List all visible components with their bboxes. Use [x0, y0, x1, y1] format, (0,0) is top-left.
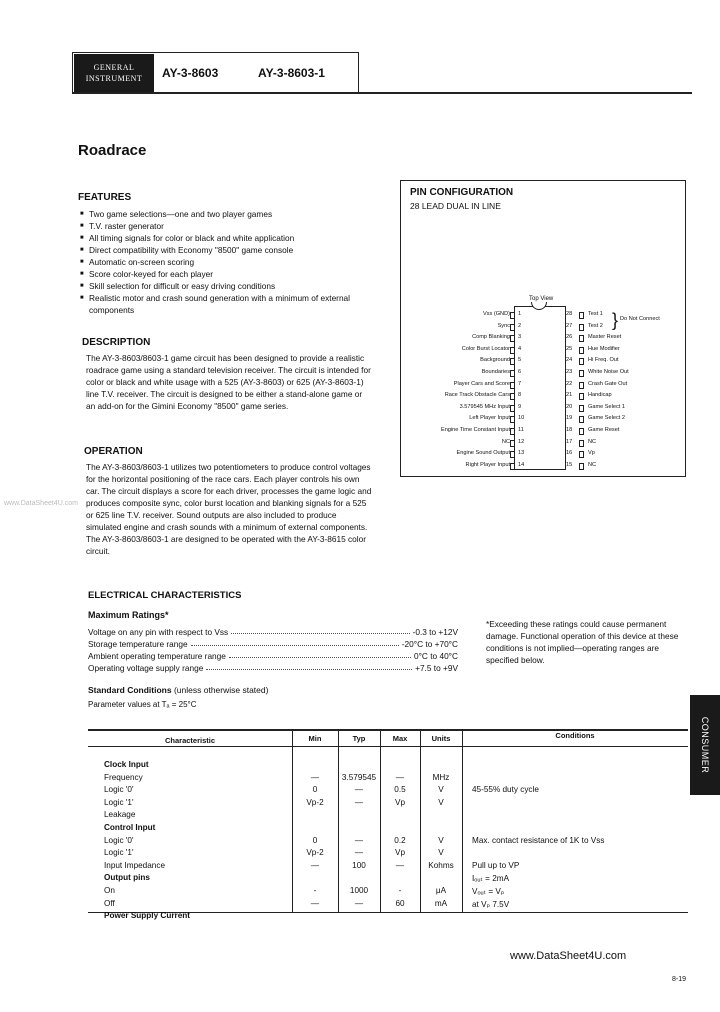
pin-label: Sync	[497, 322, 510, 329]
consumer-tab-label: CONSUMER	[700, 716, 710, 774]
col-header-min: Min	[308, 734, 322, 743]
cell-max: 0.5	[394, 785, 406, 795]
pin-lead	[510, 335, 515, 342]
cell-char: On	[104, 886, 115, 895]
cell-cond: Max. contact resistance of 1K to Vss	[472, 835, 605, 845]
cell-min: -	[313, 886, 317, 895]
cell-cond: Vₒᵤₜ = Vₚ	[472, 887, 505, 896]
pin-label: Vp	[588, 450, 595, 457]
pin-number: 7	[518, 380, 522, 387]
pin-label: Engine Sound Output	[456, 450, 510, 457]
pin-number: 8	[518, 392, 522, 399]
cell-max: 0.2	[394, 835, 406, 845]
cell-char: Logic '0'	[104, 835, 134, 845]
cell-char: Logic '0'	[104, 785, 134, 795]
rating-row	[88, 639, 458, 649]
pin-number: 17	[566, 438, 573, 445]
pin-label: Engine Time Constant Input	[440, 427, 510, 433]
feature-item: ■ Skill selection for difficult or easy driving conditions	[80, 280, 390, 292]
cell-char: Power Supply Current	[104, 911, 190, 921]
pin-label: Color Burst Locator	[461, 345, 510, 352]
rating-row	[88, 663, 458, 673]
rating-label: Operating voltage supply range	[88, 663, 204, 673]
col-header-conditions: Conditions	[555, 731, 595, 740]
pin-config-title: PIN CONFIGURATION	[410, 187, 514, 198]
pin-number: 23	[566, 369, 573, 375]
table-col-divider	[462, 729, 463, 912]
pin-label: White Noise Out	[588, 369, 629, 375]
cell-units: μA	[435, 886, 447, 895]
table-col-divider	[338, 729, 339, 912]
feature-item: ■ T.V. raster generator	[80, 220, 390, 232]
rating-label: Storage temperature range	[88, 639, 188, 649]
pin-lead	[579, 312, 584, 319]
pin-label: Hi Freq. Out	[588, 357, 619, 364]
pin-label: Game Reset	[588, 427, 620, 433]
pin-number: 25	[566, 345, 573, 352]
pin-label: Background	[480, 357, 510, 364]
do-not-connect-note: Do Not Connect	[620, 316, 660, 322]
feature-item: ■ Realistic motor and crash sound generation with a minimum of external components	[80, 292, 390, 316]
cell-max: —	[395, 860, 405, 870]
rating-label: Ambient operating temperature range	[88, 651, 226, 661]
pin-number: 14	[518, 461, 525, 468]
cell-char: Output pins	[104, 873, 150, 883]
pin-number: 1	[518, 311, 522, 317]
cell-char: Logic '1'	[104, 848, 134, 858]
col-header-max: Max	[392, 734, 408, 743]
feature-item: ■ Score color-keyed for each player	[80, 268, 390, 280]
cell-char: Frequency	[104, 772, 143, 782]
pin-lead	[510, 347, 515, 354]
pin-number: 16	[566, 450, 573, 457]
pin-number: 6	[518, 369, 522, 375]
pin-lead	[510, 324, 515, 331]
cell-max: -	[398, 886, 402, 895]
cell-max: —	[395, 772, 405, 782]
table-col-divider	[380, 729, 381, 912]
pin-number: 20	[566, 403, 573, 410]
pin-label: Race Track Obstacle Cars	[444, 392, 510, 399]
pin-lead	[510, 370, 515, 377]
cell-min: —	[310, 772, 320, 782]
pin-lead	[510, 428, 515, 435]
pin-label: 3.579545 MHz Input	[459, 403, 510, 410]
cell-units: V	[438, 785, 444, 795]
pin-label: NC	[588, 461, 597, 468]
cell-typ: —	[354, 797, 364, 807]
pin-number: 22	[566, 380, 573, 387]
pin-number: 13	[518, 450, 525, 457]
cell-typ: 100	[352, 860, 366, 870]
pin-lead	[579, 358, 584, 365]
pin-label: Game Select 1	[588, 403, 625, 410]
operation-heading: OPERATION	[84, 446, 143, 457]
pin-number: 4	[518, 345, 522, 352]
feature-item: ■ Automatic on-screen scoring	[80, 256, 390, 268]
cell-typ: —	[354, 898, 364, 908]
logo-line1: GENERAL	[93, 63, 135, 72]
features-heading: FEATURES	[78, 192, 132, 203]
operation-text: The AY-3-8603/8603-1 utilizes two potentiometers to produce control voltages for the horizontal positioning of the race cars. Each player controls his own car. The circuit displays a score for each driver, processes the game logic and produces composite sync, color burst location and blanking signals for a 525 or 625 line T.V. receiver. Sound outputs are also included to produce simulated engine and crash sounds with a minimum of external components. The AY-3-8603/8603-1 are designed to be operated with the AY-3-8615 color circuit.	[86, 462, 372, 556]
feature-item: ■ Direct compatibility with Economy "8500" game console	[80, 244, 390, 256]
pin-label: Boundaries	[481, 369, 510, 375]
standard-conditions	[88, 685, 268, 695]
cell-char: Control Input	[104, 823, 156, 832]
col-header-characteristic: Characteristic	[164, 736, 216, 745]
pin-lead	[510, 382, 515, 389]
std-heading: Standard Conditions	[88, 685, 172, 695]
description-text: The AY-3-8603/8603-1 game circuit has been designed to provide a realistic roadrace game using a standard television receiver. The circuit is intended for color or black and white usage with a 525 (AY-3-8603) or 625 (AY-3-8603-1) line T.V. receiver. The circuit is designed to be either a stand-alone game or an add-on for the Gimini Economy "8500" game series.	[86, 353, 371, 411]
pin-number: 19	[566, 415, 573, 422]
pin-number: 24	[566, 357, 573, 364]
footer-url: www.DataSheet4U.com	[510, 950, 627, 962]
pin-label: Hue Modifier	[588, 345, 620, 352]
cell-max: Vp	[394, 797, 405, 807]
cell-min: Vp-2	[306, 797, 324, 807]
watermark: www.DataSheet4U.com	[4, 500, 78, 507]
pin-number: 28	[566, 311, 573, 317]
cell-max: Vp	[394, 848, 405, 858]
pin-number: 11	[518, 427, 524, 433]
feature-item: ■ Two game selections—one and two player games	[80, 208, 390, 220]
company-logo	[74, 54, 154, 92]
pin-lead	[579, 428, 584, 435]
page-title: Roadrace	[78, 142, 147, 159]
pin-label: Right Player Input	[465, 461, 510, 468]
pin-number: 21	[566, 392, 573, 399]
max-ratings-heading: Maximum Ratings*	[88, 610, 169, 620]
part-number-2: AY-3-8603-1	[258, 66, 325, 80]
pin-label: Test 1	[588, 311, 603, 317]
cell-cond: Pull up to VP	[472, 860, 520, 870]
pin-number: 5	[518, 357, 522, 364]
cell-min: 0	[312, 785, 318, 795]
table-col-divider	[292, 729, 293, 912]
header-rule	[72, 92, 692, 94]
col-header-units: Units	[431, 734, 451, 743]
top-view-label: Top View	[529, 296, 554, 302]
rating-value: +7.5 to +9V	[415, 663, 458, 673]
cell-min: Vp-2	[306, 848, 324, 858]
cell-typ: 3.579545	[341, 772, 377, 782]
rating-value: -20°C to +70°C	[401, 639, 458, 649]
pin-number: 18	[566, 427, 573, 433]
cell-typ: —	[354, 835, 364, 845]
pin-number: 27	[566, 322, 573, 329]
cell-cond: at Vₚ 7.5V	[472, 899, 510, 909]
pin-lead	[579, 463, 584, 470]
rating-row	[88, 627, 458, 637]
pin-lead	[579, 451, 584, 458]
pin-lead	[510, 312, 515, 319]
cell-min: —	[310, 898, 320, 908]
pin-label: Crash Gate Out	[588, 380, 628, 387]
description-heading: DESCRIPTION	[82, 337, 151, 348]
pin-number: 26	[566, 334, 573, 341]
cell-char: Leakage	[104, 810, 136, 820]
rating-row	[88, 651, 458, 661]
param-note: Parameter values at Tₐ = 25°C	[88, 700, 197, 709]
pin-label: NC	[501, 438, 510, 445]
table-header-rule	[88, 746, 688, 747]
logo-line2: INSTRUMENT	[85, 74, 143, 83]
pin-number: 9	[518, 403, 522, 410]
cell-cond: Iₒᵤₜ = 2mA	[472, 874, 510, 884]
pin-lead	[510, 358, 515, 365]
pin-lead	[579, 335, 584, 342]
cell-units: MHz	[432, 772, 450, 782]
electrical-heading: ELECTRICAL CHARACTERISTICS	[88, 590, 242, 601]
rating-value: -0.3 to +12V	[412, 627, 458, 637]
pin-lead	[579, 370, 584, 377]
table-col-divider	[420, 729, 421, 912]
pin-lead	[579, 440, 584, 447]
pin-lead	[510, 440, 515, 447]
page-number: 8-19	[672, 976, 687, 983]
pin-lead	[510, 416, 515, 423]
pin-number: 10	[518, 415, 525, 422]
pin-label: Vss (GND)	[482, 311, 510, 317]
part-number-1: AY-3-8603	[162, 66, 219, 80]
col-header-typ: Typ	[352, 734, 366, 743]
pin-lead	[579, 382, 584, 389]
pin-label: Comp Blanking	[472, 334, 510, 341]
cell-typ: 1000	[349, 886, 369, 895]
pin-lead	[510, 463, 515, 470]
pin-number: 3	[518, 334, 522, 341]
pin-number: 12	[518, 438, 525, 445]
cell-units: Kohms	[428, 860, 454, 870]
cell-typ: —	[354, 848, 364, 858]
pin-config-subtitle: 28 LEAD DUAL IN LINE	[410, 201, 501, 211]
cell-cond: 45-55% duty cycle	[472, 785, 539, 795]
pin-label: NC	[588, 438, 597, 445]
cell-units: V	[438, 835, 444, 845]
pin-label: Game Select 2	[588, 415, 625, 422]
pin-label: Left Player Input	[469, 415, 510, 422]
cell-min: 0	[312, 835, 318, 845]
pin-label: Test 2	[588, 322, 603, 329]
pin-lead	[579, 416, 584, 423]
pin-lead	[579, 405, 584, 412]
pin-lead	[579, 393, 584, 400]
pin-lead	[510, 393, 515, 400]
rating-value: 0°C to 40°C	[414, 651, 458, 661]
pin-number: 15	[566, 461, 573, 468]
pin-label: Player Cars and Score	[453, 380, 510, 387]
ratings-footnote: *Exceeding these ratings could cause permanent damage. Functional operation of this device at these conditions is not implied—operating ranges are specified below.	[486, 619, 679, 665]
rating-label: Voltage on any pin with respect to Vss	[88, 627, 229, 637]
pin-lead	[579, 324, 584, 331]
cell-typ: —	[354, 785, 364, 795]
cell-char: Logic '1'	[104, 797, 134, 807]
cell-min: —	[310, 860, 320, 870]
pin-lead	[579, 347, 584, 354]
cell-max: 60	[395, 898, 405, 908]
cell-char: Off	[104, 898, 115, 908]
std-note: (unless otherwise stated)	[173, 685, 269, 695]
pin-lead	[510, 451, 515, 458]
pin-label: Handicap	[588, 392, 612, 399]
feature-item: ■ All timing signals for color or black and white application	[80, 232, 390, 244]
cell-char: Clock Input	[104, 760, 149, 769]
cell-char: Input Impedance	[104, 860, 165, 870]
cell-units: V	[438, 797, 444, 807]
pin-lead	[510, 405, 515, 412]
cell-units: mA	[434, 898, 448, 908]
pin-label: Master Reset	[588, 334, 622, 341]
cell-units: V	[438, 848, 444, 858]
brace-icon: }	[612, 310, 619, 330]
pin-number: 2	[518, 322, 522, 329]
features-list	[80, 208, 390, 316]
